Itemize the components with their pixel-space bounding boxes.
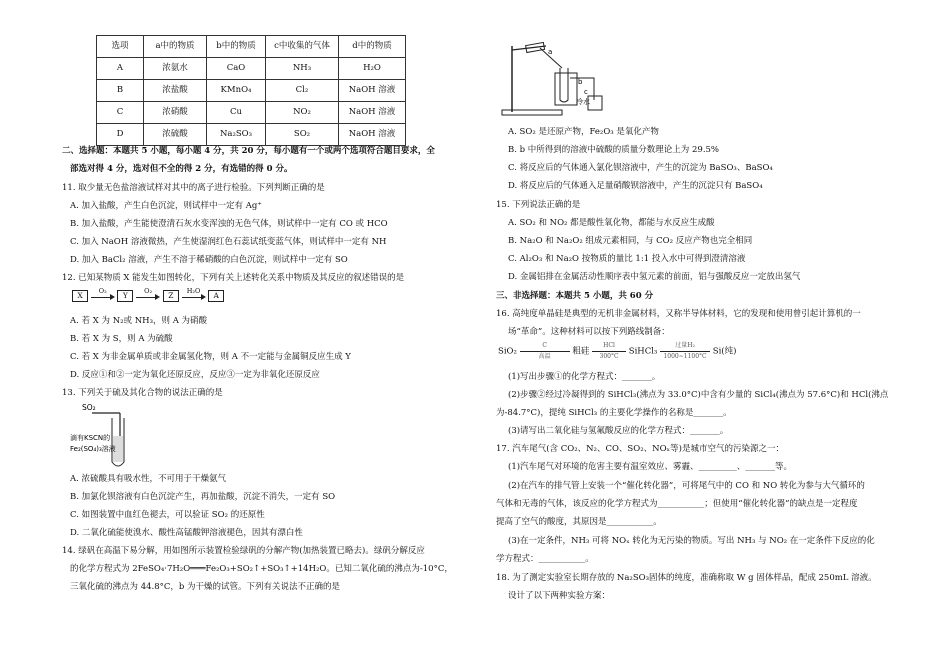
q12-stem: 12. 已知某物质 X 能发生如图转化，下列有关上述转化关系中物质及其反应的叙述错误的是 (62, 273, 405, 283)
q14-stem-1: 14. 绿矾在高温下易分解，用如图所示装置检验绿矾的分解产物(加热装置已略去)。绿矾分解反应 (62, 546, 425, 556)
q16-part1: (1)写出步骤①的化学方程式：_______。 (508, 372, 661, 382)
q16-arrow-3 (660, 342, 710, 360)
section2-heading-cont: 部选对得 4 分，选对但不全的得 2 分，有选错的得 0 分。 (70, 164, 293, 174)
q11-option-b: B. 加入盐酸，产生能使澄清石灰水变浑浊的无色气体，则试样中一定有 CO 或 HCO (70, 219, 388, 229)
table-cell: 浓盐酸 (144, 80, 207, 102)
q16-part2-a: (2)步骤②经过冷凝得到的 SiHCl₃(沸点为 33.0°C)中含有少量的 SiCl₄(沸点为 57.6°C)和 HCl(沸点 (508, 390, 889, 400)
q12-option-b: B. 若 X 为 S，则 A 为硫酸 (70, 334, 173, 344)
flow-x: X (72, 290, 88, 302)
table-cell: D (97, 124, 144, 146)
q13-test-tube-figure (70, 400, 150, 472)
q11-stem: 11. 取少量无色盐溶液试样对其中的离子进行检验。下列判断正确的是 (62, 183, 325, 193)
q11-option-a: A. 加入盐酸，产生白色沉淀，则试样中一定有 Ag⁺ (70, 201, 262, 211)
q16-arrow-2-top: HCl (603, 342, 615, 349)
q16-arrow-3-top: 过量H₂ (675, 342, 695, 349)
q14-option-b: B. b 中所得到的溶液中硫酸的质量分数理论上为 29.5% (508, 145, 719, 155)
q11-option-c: C. 加入 NaOH 溶液微热，产生使湿润红色石蕊试纸变蓝气体，则试样中一定有 NH (70, 237, 387, 247)
table-cell: NaOH 溶液 (339, 124, 406, 146)
table-cell: 浓硫酸 (144, 124, 207, 146)
q14-apparatus-figure (500, 38, 610, 120)
q17-part2-b: 气体和无毒的气体，该反应的化学方程式为___________；但使用“催化转化器”的缺点是一定程度 (496, 499, 858, 509)
table-cell: 选项 (97, 36, 144, 58)
flow-arrow-1 (91, 286, 115, 301)
q15-option-a: A. SO₂ 和 NO₂ 都是酸性氧化物，都能与水反应生成酸 (508, 218, 715, 228)
q16-arrow-3-bottom: 1000~1100°C (663, 353, 707, 360)
flow-z: Z (163, 290, 179, 302)
q14-option-c: C. 将反应后的气体通入氯化钡溶液中，产生的沉淀为 BaSO₃、BaSO₄ (508, 163, 773, 173)
flow-arrow-1-label: O₂ (98, 286, 107, 295)
q14-option-d: D. 将反应后的气体通入足量硝酸钡溶液中，产生的沉淀只有 BaSO₄ (508, 181, 763, 191)
q13-option-b: B. 加氯化钡溶液有白色沉淀产生，再加盐酸，沉淀不消失，一定有 SO (70, 492, 336, 502)
q17-stem: 17. 汽车尾气(含 CO₂、N₂、CO、SO₂、NOₓ等)是城市空气的污染源之一： (496, 444, 784, 454)
table-cell: Na₂SO₃ (207, 124, 266, 146)
q16-crude-si: 粗硅 (572, 346, 590, 357)
q17-part2-c: 提高了空气的酸度，其原因是___________。 (496, 517, 662, 527)
table-cell: NH₃ (266, 58, 339, 80)
q12-option-c: C. 若 X 为非金属单质或非金属氢化物，则 A 不一定能与金属铜反应生成 Y (70, 352, 351, 362)
q16-part3: (3)请写出二氧化硅与氢氟酸反应的化学方程式：_______。 (508, 426, 729, 436)
q12-option-a: A. 若 X 为 N₂或 NH₃，则 A 为硝酸 (70, 316, 208, 326)
section2-heading: 二、选择题：本题共 5 小题，每小题 4 分，共 20 分，每小题有一个或两个选项符合题目要求，全 (62, 146, 435, 156)
flow-arrow-2 (136, 286, 160, 301)
table-cell: a中的物质 (144, 36, 207, 58)
table-cell: B (97, 80, 144, 102)
label-b: b (578, 78, 583, 86)
flow-y: Y (117, 290, 133, 302)
q16-arrow-1-bottom: 高温 (538, 353, 551, 360)
q16-flow (498, 342, 737, 360)
q17-part3-a: (3)在一定条件，NH₃ 可将 NOₓ 转化为无污染的物质。写出 NH₃ 与 NO₂ 在一定条件下反应的化 (508, 536, 875, 546)
q16-arrow-1 (520, 342, 570, 360)
q18-stem-2: 设计了以下两种实验方案： (508, 591, 611, 601)
flow-a: A (208, 290, 224, 302)
q12-flow-diagram (72, 286, 224, 302)
q17-part3-b: 学方程式：___________。 (496, 554, 594, 564)
table-cell: b中的物质 (207, 36, 266, 58)
table-cell: 浓氨水 (144, 58, 207, 80)
q12-option-d: D. 反应①和②一定为氧化还原反应，反应③一定为非氧化还原反应 (70, 370, 320, 380)
table-cell: d中的物质 (339, 36, 406, 58)
q16-stem-1: 16. 高纯度单晶硅是典型的无机非金属材料，又称半导体材料，它的发现和使用曾引起计算机的一 (496, 309, 861, 319)
table-cell: NO₂ (266, 102, 339, 124)
q13-option-d: D. 二氧化硫能使溴水、酸性高锰酸钾溶液褪色，因其有漂白性 (70, 528, 303, 538)
q14-stem-3: 三氧化硫的沸点为 44.8°C，b 为干燥的试管。下列有关说法不正确的是 (70, 582, 341, 592)
q16-arrow-2-bottom: 300°C (599, 353, 619, 360)
q18-stem-1: 18. 为了测定实验室长期存放的 Na₂SO₃固体的纯度，准确称取 W g 固体样品，配成 250mL 溶液。 (496, 573, 877, 583)
section3-heading: 三、非选择题：本题共 5 小题，共 60 分 (496, 291, 654, 301)
q16-sihcl3: SiHCl₃ (628, 346, 658, 357)
label-a: a (548, 48, 553, 56)
q17-part2-a: (2)在汽车的排气管上安装一个“催化转化器”，可将尾气中的 CO 和 NO 转化为参与大气循环的 (508, 481, 865, 491)
table-cell: SO₂ (266, 124, 339, 146)
q16-part2-b: 为-84.7°C)，提纯 SiHCl₃ 的主要化学操作的名称是_______。 (496, 408, 732, 418)
options-table (96, 35, 406, 146)
table-cell: 浓硝酸 (144, 102, 207, 124)
table-cell: CaO (207, 58, 266, 80)
flow-arrow-3 (182, 286, 206, 301)
table-cell: NaOH 溶液 (339, 80, 406, 102)
table-cell: NaOH 溶液 (339, 102, 406, 124)
q17-part1: (1)汽车尾气对环境的危害主要有温室效应、雾霾、_________、_______等。 (508, 462, 793, 472)
table-cell: Cu (207, 102, 266, 124)
flow-arrow-2-label: O₂ (144, 286, 153, 295)
q16-sio2: SiO₂ (498, 346, 517, 357)
q16-arrow-1-top: C (542, 342, 547, 349)
q14-option-a: A. SO₂ 是还原产物，Fe₂O₃ 是氧化产物 (508, 127, 659, 137)
table-header-row (97, 36, 406, 58)
q15-option-b: B. Na₂O 和 Na₂O₂ 组成元素相同，与 CO₂ 反应产物也完全相同 (508, 236, 753, 246)
table-cell: A (97, 58, 144, 80)
table-row (97, 124, 406, 146)
q16-stem-2: 场“革命”。这种材料可以按下列路线制备： (508, 327, 670, 337)
ice-water-label: 冷水 (576, 98, 590, 106)
q15-option-d: D. 金属铝排在金属活动性顺序表中氢元素的前面，铝与强酸反应一定放出氢气 (508, 272, 801, 282)
q14-stem-2: 的化学方程式为 2FeSO₄·7H₂O═══Fe₂O₃+SO₂↑+SO₃↑+14H₂O。已知二氧化硫的沸点为-10°C， (70, 564, 453, 574)
table-cell: KMnO₄ (207, 80, 266, 102)
flow-arrow-3-label: H₂O (186, 286, 201, 295)
q16-pure-si: Si(纯) (712, 346, 737, 357)
table-row (97, 58, 406, 80)
gas-label: SO₂ (82, 403, 96, 412)
q11-option-d: D. 加入 BaCl₂ 溶液，产生不溶于稀硝酸的白色沉淀，则试样中一定有 SO (70, 255, 348, 265)
label-c: c (584, 88, 588, 96)
tube-label-2: Fe₂(SO₄)₃溶液 (70, 445, 116, 453)
q13-option-a: A. 浓硫酸具有吸水性，不可用于干燥氨气 (70, 474, 227, 484)
tube-label-1: 滴有KSCN的 (70, 434, 111, 442)
table-cell: C (97, 102, 144, 124)
q15-option-c: C. Al₂O₃ 和 Na₂O 按物质的量比 1:1 投入水中可得到澄清溶液 (508, 254, 746, 264)
table-cell: H₂O (339, 58, 406, 80)
q13-option-c: C. 如图装置中血红色褪去，可以验证 SO₂ 的还原性 (70, 510, 265, 520)
table-cell: Cl₂ (266, 80, 339, 102)
table-row (97, 80, 406, 102)
table-row (97, 102, 406, 124)
table-cell: c中收集的气体 (266, 36, 339, 58)
q16-arrow-2 (592, 342, 626, 360)
q13-stem: 13. 下列关于硫及其化合物的说法正确的是 (62, 388, 223, 398)
q15-stem: 15. 下列说法正确的是 (496, 200, 581, 210)
